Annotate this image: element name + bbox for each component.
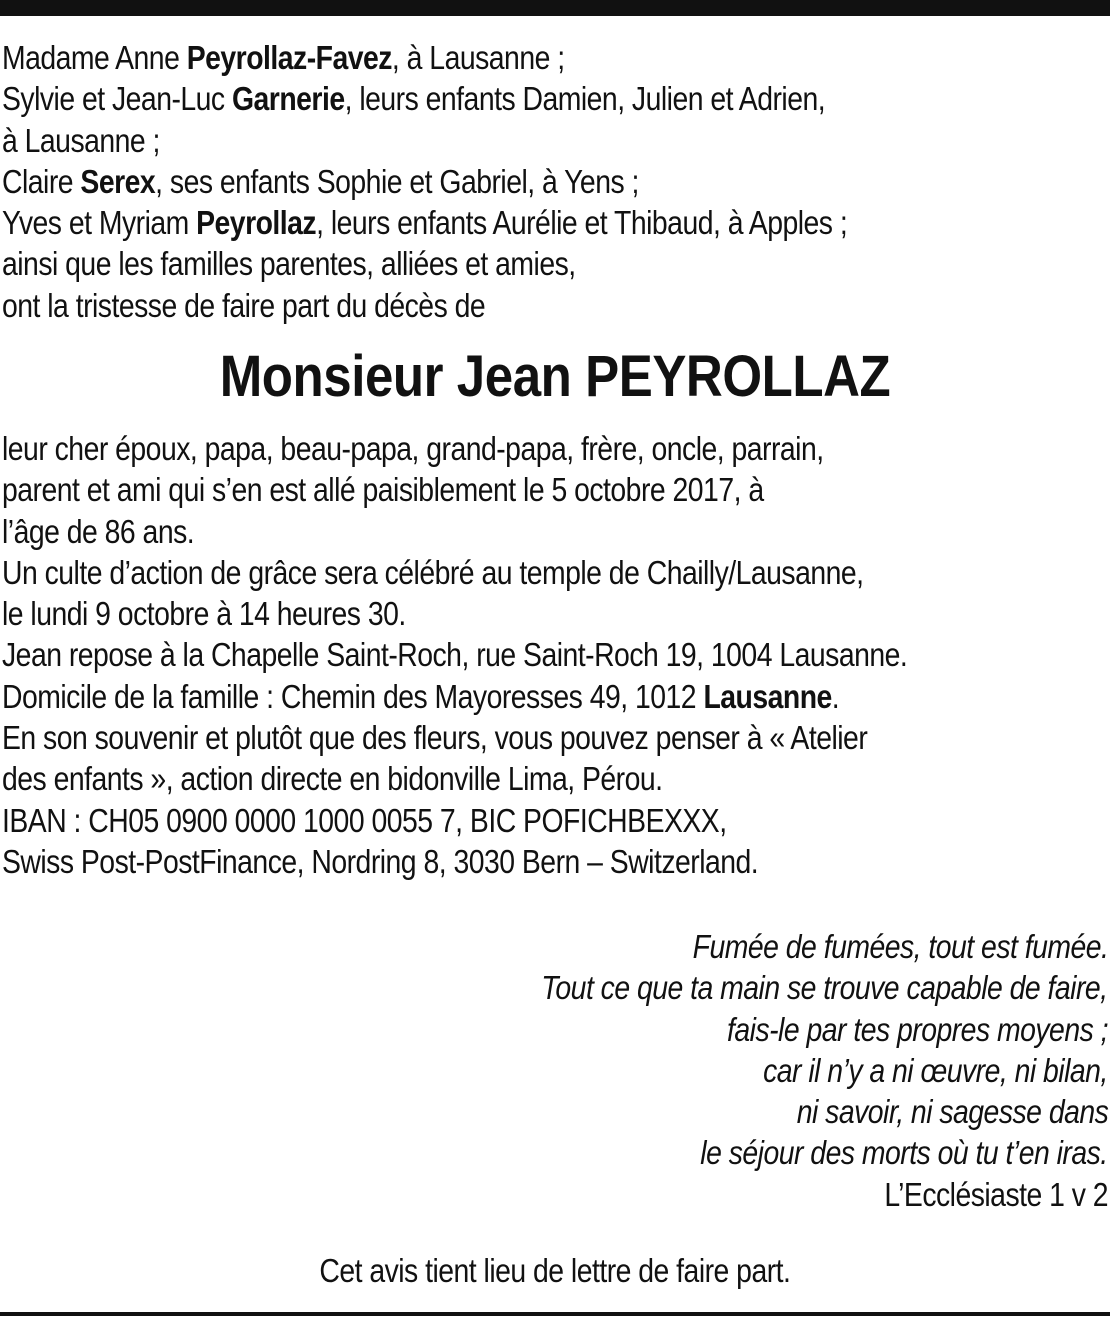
family-surname: Serex xyxy=(80,162,156,200)
service-line: le lundi 9 octobre à 14 heures 30. xyxy=(2,595,406,633)
body-line: parent et ami qui s’en est allé paisiblement le 5 octobre 2017, à xyxy=(2,471,764,509)
verse-line: Tout ce que ta main se trouve capable de faire, xyxy=(541,969,1108,1007)
verse-reference: L’Ecclésiaste 1 v 2 xyxy=(884,1175,1108,1213)
verse-line: fais-le par tes propres moyens ; xyxy=(727,1010,1108,1048)
family-surname: Peyrollaz xyxy=(196,204,317,242)
iban-line: IBAN : CH05 0900 0000 1000 0055 7, BIC POFICHBEXXX, xyxy=(2,801,727,839)
top-border-rule xyxy=(0,0,1110,16)
address-city: Lausanne xyxy=(703,677,832,715)
family-line: Claire Serex, ses enfants Sophie et Gabriel, à Yens ; xyxy=(2,162,639,200)
verse-line: ni savoir, ni sagesse dans xyxy=(796,1093,1108,1131)
service-line: Un culte d’action de grâce sera célébré au temple de Chailly/Lausanne, xyxy=(2,553,864,591)
family-address-line: Domicile de la famille : Chemin des Mayoresses 49, 1012 Lausanne. xyxy=(2,677,840,715)
family-line: à Lausanne ; xyxy=(2,121,160,159)
bank-line: Swiss Post-PostFinance, Nordring 8, 3030 Bern – Switzerland. xyxy=(2,842,759,880)
family-line: Sylvie et Jean-Luc Garnerie, leurs enfants Damien, Julien et Adrien, xyxy=(2,80,826,118)
repose-line: Jean repose à la Chapelle Saint-Roch, rue Saint-Roch 19, 1004 Lausanne. xyxy=(2,636,908,674)
donation-line: des enfants », action directe en bidonville Lima, Pérou. xyxy=(2,760,663,798)
announcement-line: ont la tristesse de faire part du décès de xyxy=(2,286,486,324)
bottom-border-rule xyxy=(0,1312,1110,1316)
footer-notice: Cet avis tient lieu de lettre de faire part. xyxy=(319,1252,791,1289)
verse-line: le séjour des morts où tu t’en iras. xyxy=(700,1134,1108,1172)
family-announcement xyxy=(2,37,1094,326)
verse-line: Fumée de fumées, tout est fumée. xyxy=(692,928,1108,965)
body-line: l’âge de 86 ans. xyxy=(2,512,195,550)
donation-line: En son souvenir et plutôt que des fleurs, vous pouvez penser à « Atelier xyxy=(2,719,868,757)
body-line: leur cher époux, papa, beau-papa, grand-papa, frère, oncle, parrain, xyxy=(2,430,824,467)
obituary-body xyxy=(2,428,1094,882)
family-surname: Garnerie xyxy=(231,80,345,118)
verse-line: car il n’y a ni œuvre, ni bilan, xyxy=(763,1051,1108,1089)
deceased-name-heading: Monsieur Jean PEYROLLAZ xyxy=(219,344,891,409)
family-surname: Peyrollaz-Favez xyxy=(186,39,392,76)
scripture-verse xyxy=(8,926,1108,1215)
family-line: ainsi que les familles parentes, alliées et amies, xyxy=(2,245,576,283)
family-line: Madame Anne Peyrollaz-Favez, à Lausanne ; xyxy=(2,39,565,76)
family-line: Yves et Myriam Peyrollaz, leurs enfants Aurélie et Thibaud, à Apples ; xyxy=(2,204,848,242)
